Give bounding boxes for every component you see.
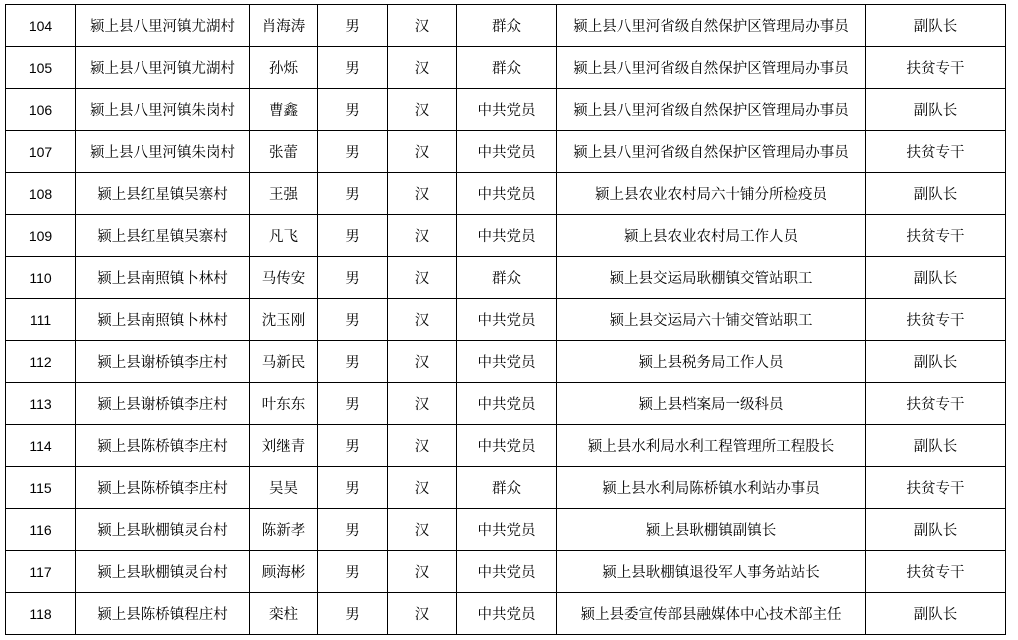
cell-role: 扶贫专干 [866, 383, 1006, 425]
cell-work-unit: 颍上县八里河省级自然保护区管理局办事员 [557, 89, 866, 131]
table-row [6, 173, 1006, 215]
cell-name: 马传安 [250, 257, 318, 299]
cell-village: 颍上县陈桥镇李庄村 [76, 425, 250, 467]
cell-name: 肖海涛 [250, 5, 318, 47]
cell-village: 颍上县耿棚镇灵台村 [76, 551, 250, 593]
cell-political-status: 中共党员 [457, 131, 557, 173]
cell-name: 凡飞 [250, 215, 318, 257]
cell-name: 吴昊 [250, 467, 318, 509]
table-row [6, 5, 1006, 47]
cell-work-unit: 颍上县档案局一级科员 [557, 383, 866, 425]
cell-village: 颍上县八里河镇朱岗村 [76, 131, 250, 173]
cell-number: 117 [6, 551, 76, 593]
cell-ethnicity: 汉 [388, 425, 457, 467]
cell-ethnicity: 汉 [388, 47, 457, 89]
cell-village: 颍上县谢桥镇李庄村 [76, 383, 250, 425]
cell-number: 113 [6, 383, 76, 425]
cell-name: 刘继青 [250, 425, 318, 467]
cell-ethnicity: 汉 [388, 257, 457, 299]
cell-number: 114 [6, 425, 76, 467]
cell-role: 副队长 [866, 593, 1006, 635]
cell-political-status: 中共党员 [457, 425, 557, 467]
cell-village: 颍上县南照镇卜林村 [76, 299, 250, 341]
cell-village: 颍上县陈桥镇程庄村 [76, 593, 250, 635]
cell-gender: 男 [318, 173, 388, 215]
cell-number: 111 [6, 299, 76, 341]
cell-gender: 男 [318, 593, 388, 635]
cell-role: 扶贫专干 [866, 551, 1006, 593]
cell-role: 副队长 [866, 257, 1006, 299]
cell-gender: 男 [318, 383, 388, 425]
cell-gender: 男 [318, 47, 388, 89]
cell-village: 颍上县红星镇吴寨村 [76, 215, 250, 257]
cell-political-status: 中共党员 [457, 173, 557, 215]
cell-political-status: 群众 [457, 5, 557, 47]
cell-ethnicity: 汉 [388, 593, 457, 635]
cell-political-status: 中共党员 [457, 299, 557, 341]
cell-number: 104 [6, 5, 76, 47]
cell-ethnicity: 汉 [388, 173, 457, 215]
cell-ethnicity: 汉 [388, 467, 457, 509]
cell-gender: 男 [318, 509, 388, 551]
cell-ethnicity: 汉 [388, 131, 457, 173]
table-row [6, 467, 1006, 509]
cell-political-status: 群众 [457, 467, 557, 509]
cell-political-status: 中共党员 [457, 551, 557, 593]
cell-ethnicity: 汉 [388, 341, 457, 383]
cell-village: 颍上县耿棚镇灵台村 [76, 509, 250, 551]
cell-role: 副队长 [866, 341, 1006, 383]
cell-gender: 男 [318, 5, 388, 47]
roster-table [5, 4, 1006, 635]
cell-role: 扶贫专干 [866, 131, 1006, 173]
cell-role: 扶贫专干 [866, 215, 1006, 257]
cell-village: 颍上县八里河镇尤湖村 [76, 5, 250, 47]
cell-name: 孙烁 [250, 47, 318, 89]
cell-name: 王强 [250, 173, 318, 215]
cell-gender: 男 [318, 467, 388, 509]
cell-political-status: 群众 [457, 257, 557, 299]
cell-gender: 男 [318, 131, 388, 173]
cell-work-unit: 颍上县交运局六十铺交管站职工 [557, 299, 866, 341]
cell-ethnicity: 汉 [388, 551, 457, 593]
cell-role: 扶贫专干 [866, 47, 1006, 89]
cell-village: 颍上县八里河镇尤湖村 [76, 47, 250, 89]
cell-number: 118 [6, 593, 76, 635]
cell-work-unit: 颍上县八里河省级自然保护区管理局办事员 [557, 131, 866, 173]
cell-political-status: 中共党员 [457, 509, 557, 551]
cell-village: 颍上县八里河镇朱岗村 [76, 89, 250, 131]
cell-ethnicity: 汉 [388, 299, 457, 341]
cell-number: 105 [6, 47, 76, 89]
cell-gender: 男 [318, 299, 388, 341]
cell-political-status: 中共党员 [457, 89, 557, 131]
cell-role: 副队长 [866, 5, 1006, 47]
cell-gender: 男 [318, 257, 388, 299]
cell-ethnicity: 汉 [388, 509, 457, 551]
cell-name: 栾柱 [250, 593, 318, 635]
cell-number: 116 [6, 509, 76, 551]
cell-name: 马新民 [250, 341, 318, 383]
table-row [6, 509, 1006, 551]
cell-work-unit: 颍上县耿棚镇退役军人事务站站长 [557, 551, 866, 593]
cell-name: 叶东东 [250, 383, 318, 425]
cell-gender: 男 [318, 215, 388, 257]
cell-number: 108 [6, 173, 76, 215]
cell-role: 副队长 [866, 425, 1006, 467]
cell-name: 沈玉刚 [250, 299, 318, 341]
cell-ethnicity: 汉 [388, 383, 457, 425]
cell-gender: 男 [318, 425, 388, 467]
cell-name: 张蕾 [250, 131, 318, 173]
cell-political-status: 中共党员 [457, 341, 557, 383]
table-row [6, 425, 1006, 467]
cell-political-status: 中共党员 [457, 593, 557, 635]
cell-village: 颍上县红星镇吴寨村 [76, 173, 250, 215]
cell-work-unit: 颍上县耿棚镇副镇长 [557, 509, 866, 551]
cell-role: 副队长 [866, 509, 1006, 551]
cell-role: 副队长 [866, 89, 1006, 131]
cell-work-unit: 颍上县水利局陈桥镇水利站办事员 [557, 467, 866, 509]
cell-number: 106 [6, 89, 76, 131]
cell-political-status: 中共党员 [457, 215, 557, 257]
cell-work-unit: 颍上县水利局水利工程管理所工程股长 [557, 425, 866, 467]
table-row [6, 299, 1006, 341]
cell-name: 曹鑫 [250, 89, 318, 131]
table-row [6, 551, 1006, 593]
cell-name: 顾海彬 [250, 551, 318, 593]
cell-number: 109 [6, 215, 76, 257]
table-row [6, 341, 1006, 383]
cell-number: 107 [6, 131, 76, 173]
cell-ethnicity: 汉 [388, 5, 457, 47]
cell-work-unit: 颍上县八里河省级自然保护区管理局办事员 [557, 5, 866, 47]
cell-ethnicity: 汉 [388, 215, 457, 257]
cell-work-unit: 颍上县委宣传部县融媒体中心技术部主任 [557, 593, 866, 635]
cell-gender: 男 [318, 551, 388, 593]
cell-role: 副队长 [866, 173, 1006, 215]
cell-work-unit: 颍上县八里河省级自然保护区管理局办事员 [557, 47, 866, 89]
table-row [6, 593, 1006, 635]
cell-village: 颍上县南照镇卜林村 [76, 257, 250, 299]
cell-name: 陈新孝 [250, 509, 318, 551]
cell-number: 115 [6, 467, 76, 509]
cell-number: 112 [6, 341, 76, 383]
cell-role: 扶贫专干 [866, 467, 1006, 509]
cell-gender: 男 [318, 341, 388, 383]
cell-work-unit: 颍上县税务局工作人员 [557, 341, 866, 383]
table-row [6, 47, 1006, 89]
cell-political-status: 中共党员 [457, 383, 557, 425]
roster-body [6, 5, 1006, 635]
cell-work-unit: 颍上县农业农村局工作人员 [557, 215, 866, 257]
cell-village: 颍上县谢桥镇李庄村 [76, 341, 250, 383]
cell-gender: 男 [318, 89, 388, 131]
table-row [6, 383, 1006, 425]
table-row [6, 215, 1006, 257]
table-row [6, 131, 1006, 173]
cell-political-status: 群众 [457, 47, 557, 89]
cell-number: 110 [6, 257, 76, 299]
cell-role: 扶贫专干 [866, 299, 1006, 341]
table-row [6, 89, 1006, 131]
cell-work-unit: 颍上县农业农村局六十铺分所检疫员 [557, 173, 866, 215]
cell-work-unit: 颍上县交运局耿棚镇交管站职工 [557, 257, 866, 299]
cell-ethnicity: 汉 [388, 89, 457, 131]
table-row [6, 257, 1006, 299]
cell-village: 颍上县陈桥镇李庄村 [76, 467, 250, 509]
